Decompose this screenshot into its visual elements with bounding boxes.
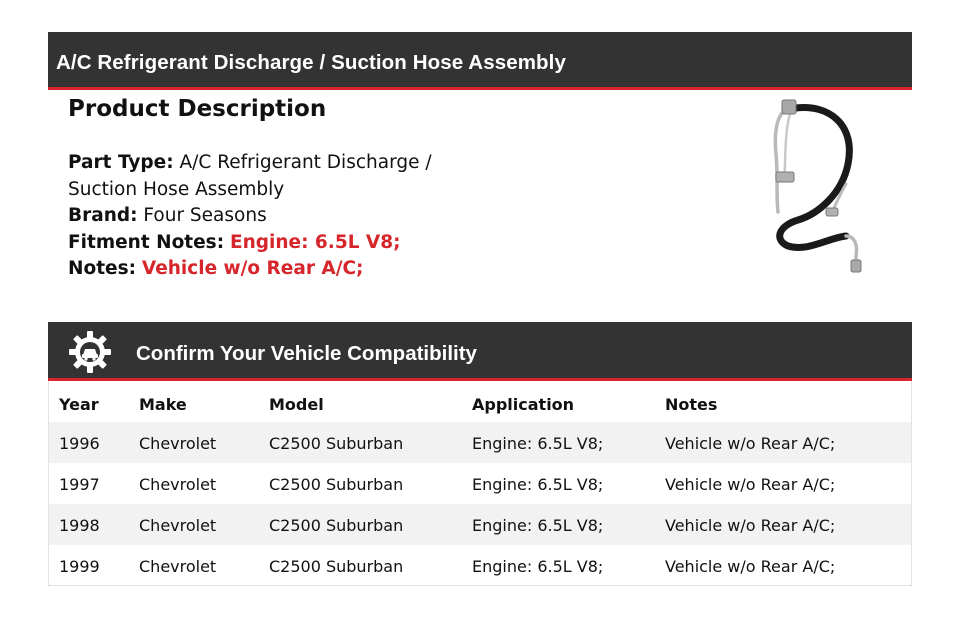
notes-value: Vehicle w/o Rear A/C; bbox=[141, 258, 364, 279]
cell-application: Engine: 6.5L V8; bbox=[472, 557, 604, 576]
part-type-value-line2: Suction Hose Assembly bbox=[68, 178, 285, 200]
cell-make: Chevrolet bbox=[139, 475, 217, 494]
cell-make: Chevrolet bbox=[139, 557, 217, 576]
compatibility-bar bbox=[48, 322, 912, 381]
column-header-notes: Notes bbox=[665, 395, 718, 414]
notes-label: Notes: bbox=[68, 258, 136, 279]
column-header-application: Application bbox=[472, 395, 575, 414]
table-row bbox=[49, 504, 911, 545]
product-description bbox=[68, 150, 448, 283]
cell-year: 1997 bbox=[59, 475, 100, 494]
cell-application: Engine: 6.5L V8; bbox=[472, 516, 604, 535]
part-type-label: Part Type: bbox=[68, 152, 174, 173]
cell-model: C2500 Suburban bbox=[269, 516, 404, 535]
column-header-year: Year bbox=[59, 395, 99, 414]
product-description-heading: Product Description bbox=[68, 96, 327, 122]
cell-model: C2500 Suburban bbox=[269, 434, 404, 453]
part-type-value-line1: A/C Refrigerant Discharge / bbox=[179, 152, 432, 173]
cell-year: 1999 bbox=[59, 557, 100, 576]
table-row bbox=[49, 545, 911, 586]
cell-application: Engine: 6.5L V8; bbox=[472, 434, 604, 453]
cell-model: C2500 Suburban bbox=[269, 475, 404, 494]
table-header-row bbox=[49, 381, 911, 422]
cell-year: 1996 bbox=[59, 434, 100, 453]
column-header-model: Model bbox=[269, 395, 324, 414]
compatibility-table bbox=[48, 381, 912, 586]
cell-notes: Vehicle w/o Rear A/C; bbox=[665, 475, 836, 494]
table-row bbox=[49, 463, 911, 504]
cell-notes: Vehicle w/o Rear A/C; bbox=[665, 516, 836, 535]
cell-notes: Vehicle w/o Rear A/C; bbox=[665, 557, 836, 576]
cell-notes: Vehicle w/o Rear A/C; bbox=[665, 434, 836, 453]
cell-model: C2500 Suburban bbox=[269, 557, 404, 576]
compatibility-title: Confirm Your Vehicle Compatibility bbox=[136, 342, 477, 365]
table-row bbox=[49, 422, 911, 463]
fitment-notes-label: Fitment Notes: bbox=[68, 231, 225, 253]
column-header-make: Make bbox=[139, 395, 187, 414]
fitment-notes-value: Engine: 6.5L V8; bbox=[229, 231, 401, 253]
cell-make: Chevrolet bbox=[139, 516, 217, 535]
brand-value: Four Seasons bbox=[143, 205, 267, 226]
gear-car-icon bbox=[68, 330, 112, 374]
product-title: A/C Refrigerant Discharge / Suction Hose Assembly bbox=[56, 51, 566, 74]
brand-label: Brand: bbox=[68, 205, 138, 226]
cell-make: Chevrolet bbox=[139, 434, 217, 453]
hose-assembly-image bbox=[728, 94, 908, 278]
cell-application: Engine: 6.5L V8; bbox=[472, 475, 604, 494]
product-title-bar bbox=[48, 32, 912, 90]
cell-year: 1998 bbox=[59, 516, 100, 535]
